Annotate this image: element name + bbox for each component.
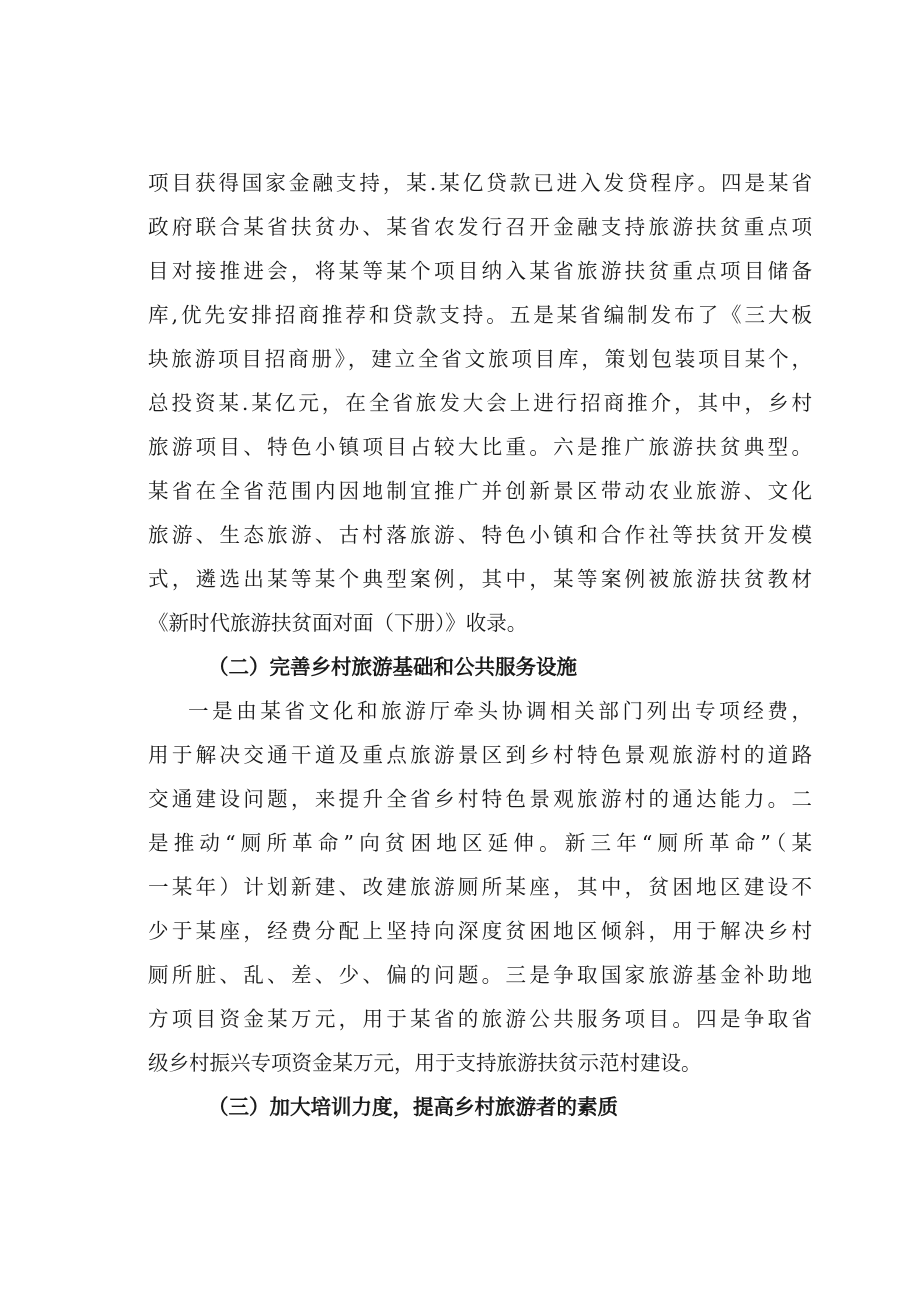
body-text-line: 库,优先安排招商推荐和贷款支持。五是某省编制发布了《三大板 (148, 303, 812, 327)
body-text-line: 某省在全省范围内因地制宜推广并创新景区带动农业旅游、文化 (148, 479, 812, 503)
body-text-line: 式，遴选出某等某个典型案例，其中，某等案例被旅游扶贫教材 (148, 567, 812, 591)
body-text-line: 《新时代旅游扶贫面对面（下册）》收录。 (148, 611, 528, 635)
body-text-line: 级乡村振兴专项资金某万元，用于支持旅游扶贫示范村建设。 (148, 1051, 702, 1075)
body-text-line: 方项目资金某万元，用于某省的旅游公共服务项目。四是争取省 (148, 1007, 812, 1031)
body-text-line: 目对接推进会，将某等某个项目纳入某省旅游扶贫重点项目储备 (148, 259, 812, 283)
body-text-line: 旅游项目、特色小镇项目占较大比重。六是推广旅游扶贫典型。 (148, 435, 812, 459)
body-text-line: 块旅游项目招商册》，建立全省文旅项目库，策划包装项目某个， (148, 347, 812, 371)
body-text-line: 是推动“厕所革命”向贫困地区延伸。新三年“厕所革命”（某 (148, 831, 812, 855)
body-text-line: 政府联合某省扶贫办、某省农发行召开金融支持旅游扶贫重点项 (148, 215, 812, 239)
body-text-line: 用于解决交通干道及重点旅游景区到乡村特色景观旅游村的道路 (148, 743, 812, 767)
section-heading-3: （三）加大培训力度，提高乡村旅游者的素质 (208, 1095, 618, 1119)
section-heading-2: （二）完善乡村旅游基础和公共服务设施 (208, 655, 577, 679)
body-text-line: 厕所脏、乱、差、少、偏的问题。三是争取国家旅游基金补助地 (148, 963, 812, 987)
body-text-line: 交通建设问题，来提升全省乡村特色景观旅游村的通达能力。二 (148, 787, 812, 811)
body-text-line: 旅游、生态旅游、古村落旅游、特色小镇和合作社等扶贫开发模 (148, 523, 812, 547)
body-text-line: 总投资某.某亿元，在全省旅发大会上进行招商推介，其中，乡村 (148, 391, 812, 415)
body-text-line: 项目获得国家金融支持，某.某亿贷款已进入发贷程序。四是某省 (148, 171, 812, 195)
body-text-line: 少于某座，经费分配上坚持向深度贫困地区倾斜，用于解决乡村 (148, 919, 812, 943)
paragraph-first-line: 一是由某省文化和旅游厅牵头协调相关部门列出专项经费， (188, 699, 812, 723)
body-text-line: 一某年）计划新建、改建旅游厕所某座，其中，贫困地区建设不 (148, 875, 812, 899)
